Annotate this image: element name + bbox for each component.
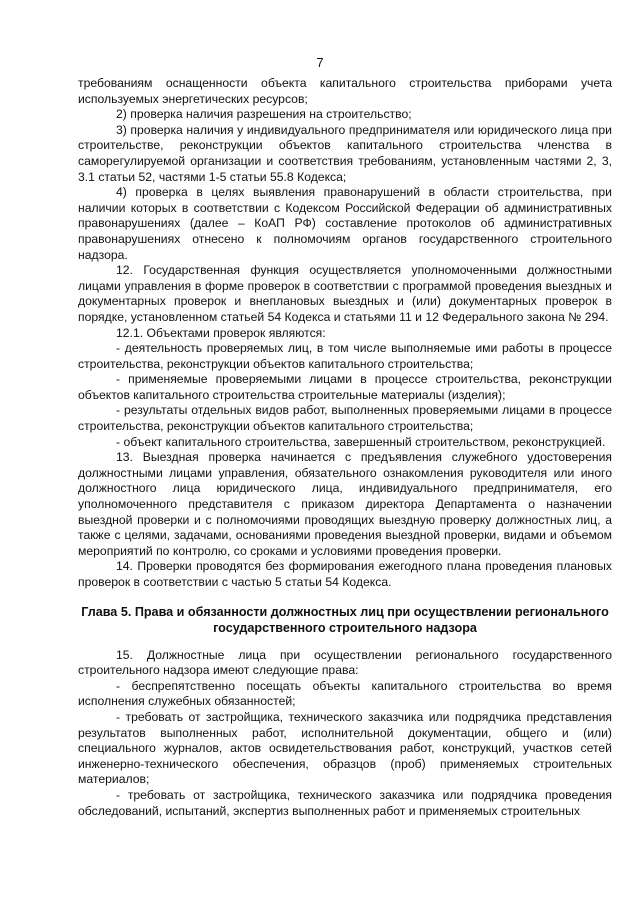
document-body: [78, 76, 612, 819]
chapter-heading: Глава 5. Права и обязанности должностных лиц при осуществлении регионального государственного строительного надзора: [81, 604, 609, 635]
page-number: 7: [316, 55, 324, 70]
list-item: - применяемые проверяемыми лицами в процессе строительства, реконструкции объектов капитального строительства строительные материалы (изделия);: [78, 372, 612, 402]
paragraph: 15. Должностные лица при осуществлении регионального государственного строительного надзора имеют следующие права:: [78, 647, 612, 678]
list-item: - требовать от застройщика, технического заказчика или подрядчика проведения обследований, испытаний, экспертиз выполненных работ и применяемых строительных: [78, 787, 612, 818]
list-item: - деятельность проверяемых лиц, в том числе выполняемые ими работы в процессе строительства, реконструкции объектов капитального строительства;: [78, 341, 612, 371]
paragraph: 12.1. Объектами проверок являются:: [116, 325, 326, 340]
paragraph: 12. Государственная функция осуществляется уполномоченными должностными лицами управления в форме проверок в соответствии с программой проведения выездных и документарных проверок и внеплановых выездных и (или) документарных проверок в порядке, установленном статьей 54 Кодекса и статьями 11 и 12 Федерального закона № 294.: [78, 263, 612, 324]
paragraph: 4) проверка в целях выявления правонарушений в области строительства, при наличии которых в соответствии с Кодексом Российской Федерации об административных правонарушениях (далее – КоАП РФ) составление протоколов об административных правонарушениях отнесено к полномочиям органов государственного строительного надзора.: [78, 185, 612, 262]
paragraph: требованиям оснащенности объекта капитального строительства приборами учета используемых энергетических ресурсов;: [78, 76, 612, 106]
list-item: - требовать от застройщика, технического заказчика или подрядчика представления результатов выполненных работ, исполнительной документации, общего и (или) специального журналов, актов освидетельствования работ, конструкций, участков сетей инженерно-технического обеспечения, образцов (проб) применяемых строительных материалов;: [78, 709, 612, 787]
paragraph: 13. Выездная проверка начинается с предъявления служебного удостоверения должностными лицами управления, обязательного ознакомления руководителя или иного должностного лица юридического лица, индивидуального предпринимателя, его уполномоченного представителя с приказом директора Департамента о назначении выездной проверки и с полномочиями проводящих выездную проверку должностных лиц, а также с целями, задачами, основаниями проведения выездной проверки, видами и объемом мероприятий по контролю, со сроками и условиями проведения проверки.: [78, 450, 612, 558]
list-item: - беспрепятственно посещать объекты капитального строительства во время исполнения служебных обязанностей;: [78, 678, 612, 709]
list-item: - объект капитального строительства, завершенный строительством, реконструкцией.: [116, 434, 606, 449]
list-item: - результаты отдельных видов работ, выполненных проверяемыми лицами в процессе строительства, реконструкции объектов капитального строительства;: [78, 403, 612, 434]
section-after-heading: [78, 648, 612, 820]
paragraph: 2) проверка наличия разрешения на строительство;: [116, 107, 412, 122]
paragraph: 3) проверка наличия у индивидуального предпринимателя или юридического лица при строительстве, реконструкции объектов капитального строительства членства в саморегулируемой организации и соответствия требованиям, установленным частями 2, 3, 3.1 статьи 52, частями 1-5 статьи 55.8 Кодекса;: [78, 122, 612, 184]
paragraph: 14. Проверки проводятся без формирования ежегодного плана проведения плановых проверок в соответствии с частью 5 статьи 54 Кодекса.: [78, 559, 612, 589]
section-before-heading: [78, 76, 612, 591]
